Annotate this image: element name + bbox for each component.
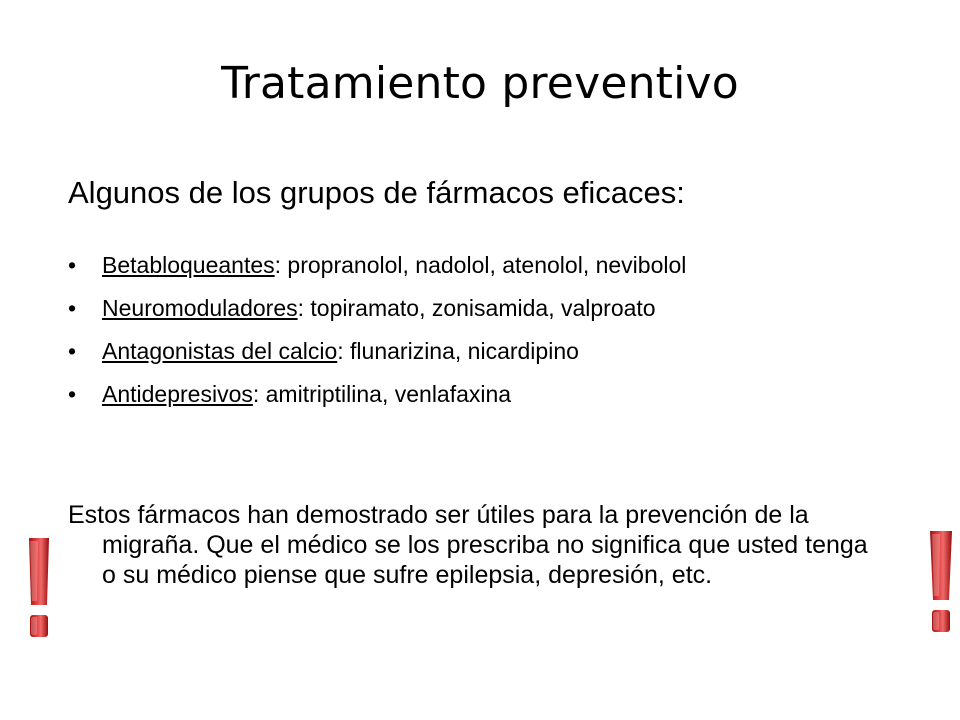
drug-group-term: Antidepresivos: [102, 381, 253, 407]
term-separator: :: [297, 295, 305, 321]
exclamation-mark-icon: [24, 535, 54, 643]
slide-title: Tratamiento preventivo: [221, 58, 739, 109]
bullet-dot: •: [68, 252, 77, 278]
list-item: [68, 252, 868, 279]
drug-names: propranolol, nadolol, atenolol, nevibolol: [281, 252, 687, 278]
drug-group-term: Neuromoduladores: [102, 295, 298, 321]
term-separator: :: [274, 252, 282, 278]
drug-names: amitriptilina, venlafaxina: [259, 381, 512, 407]
term-separator: :: [252, 381, 260, 407]
list-item: [68, 381, 868, 408]
bullet-dot: •: [68, 338, 77, 364]
exclamation-mark-icon: [926, 528, 956, 636]
drug-names: topiramato, zonisamida, valproato: [304, 295, 656, 321]
slide-subtitle: Algunos de los grupos de fármacos eficaces:: [68, 175, 685, 210]
term-separator: :: [337, 338, 344, 364]
drug-group-term: Betabloqueantes: [102, 252, 275, 278]
list-item: [68, 338, 868, 365]
bullet-dot: •: [68, 295, 77, 321]
bullet-dot: •: [68, 381, 77, 407]
drug-group-term: Antagonistas del calcio: [102, 338, 338, 364]
drug-group-list: [68, 252, 868, 424]
list-item: [68, 295, 868, 322]
note-paragraph: Estos fármacos han demostrado ser útiles para la prevención de la migraña. Que el médico se los prescriba no significa que usted tenga o su médico piense que sufre epilepsia, depresión, etc.: [68, 501, 868, 589]
drug-names: flunarizina, nicardipino: [343, 338, 579, 364]
